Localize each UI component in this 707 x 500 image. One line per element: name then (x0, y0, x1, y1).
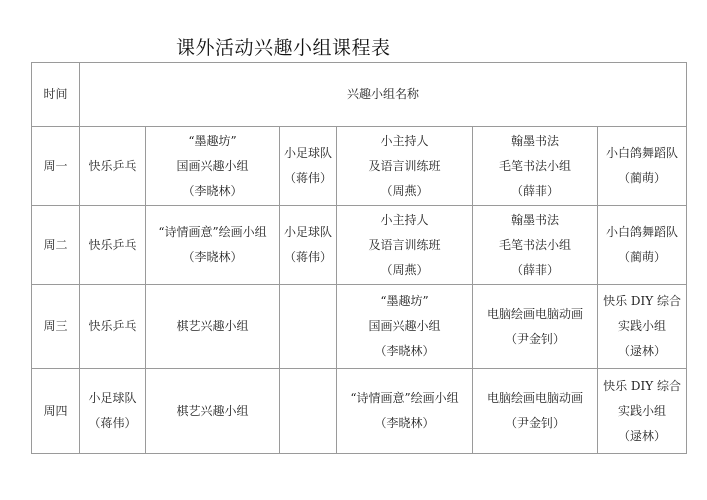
group-cell (337, 206, 473, 285)
group-cell-line: （蒋伟） (283, 250, 332, 264)
group-cell-line: 棋艺兴趣小组 (176, 319, 249, 333)
group-cell (598, 206, 687, 285)
group-cell-line: “墨趣坊” (380, 294, 429, 308)
group-cell-line: 快乐乒乓 (88, 319, 137, 333)
table-row (32, 369, 687, 454)
group-cell-line: （逯林） (618, 428, 667, 443)
group-cell-line: 小足球队 (88, 391, 137, 405)
group-cell (280, 206, 337, 285)
group-cell (598, 285, 687, 369)
group-cell-line: 快乐 DIY 综合 (603, 378, 681, 393)
group-cell (146, 369, 280, 454)
group-cell-line: 国画兴趣小组 (176, 158, 249, 173)
groups-header-cell (80, 63, 687, 127)
group-cell-line: “诗情画意”绘画小组 (158, 225, 267, 239)
group-cell-line: 翰墨书法 (510, 133, 559, 148)
group-cell (473, 127, 598, 206)
group-cell (80, 206, 146, 285)
group-cell (337, 127, 473, 206)
group-cell-line: “诗情画意”绘画小组 (350, 391, 459, 405)
group-cell-line: （周燕） (380, 262, 429, 277)
group-cell-line: 毛笔书法小组 (498, 237, 571, 252)
group-cell (337, 285, 473, 369)
group-cell-line: 小足球队 (283, 225, 332, 239)
group-cell-line: 小足球队 (283, 146, 332, 160)
group-cell (80, 369, 146, 454)
group-cell-line: 快乐乒乓 (88, 237, 137, 252)
group-cell-line: 实践小组 (618, 403, 667, 418)
header-row (32, 63, 687, 127)
group-cell (473, 206, 598, 285)
group-cell-line: 毛笔书法小组 (498, 158, 571, 173)
group-cell-line: （蒋伟） (283, 171, 332, 185)
group-cell (280, 127, 337, 206)
group-cell-line: 电脑绘画电脑动画 (486, 391, 583, 405)
time-header-cell (32, 63, 80, 127)
page-title: 课外活动兴趣小组课程表 (176, 37, 391, 59)
day-cell (32, 285, 80, 369)
group-cell-line: 小白鸽舞蹈队 (606, 225, 679, 239)
group-cell-line: 国画兴趣小组 (368, 319, 441, 333)
group-cell-line: 电脑绘画电脑动画 (486, 306, 583, 321)
table-row (32, 127, 687, 206)
empty-cell (280, 285, 337, 369)
group-cell-line: （蔺萌） (618, 171, 667, 185)
group-cell (473, 369, 598, 454)
table-row (32, 285, 687, 369)
group-cell-line: （周燕） (380, 183, 429, 198)
group-cell-line: （李晓林） (374, 416, 435, 430)
group-cell-line: 翰墨书法 (510, 212, 559, 227)
group-cell-line: 实践小组 (618, 319, 667, 333)
group-cell-line: 棋艺兴趣小组 (176, 403, 249, 418)
group-cell (80, 285, 146, 369)
group-cell-line: 小白鸽舞蹈队 (606, 146, 679, 160)
time-header-label: 时间 (43, 87, 68, 101)
group-cell-line: （李晓林） (182, 250, 243, 264)
group-cell-line: （尹金钊） (504, 416, 565, 430)
group-cell-line: 快乐 DIY 综合 (603, 294, 681, 308)
day-label: 周四 (43, 403, 68, 418)
day-label: 周二 (43, 237, 68, 252)
day-cell (32, 127, 80, 206)
day-cell (32, 206, 80, 285)
groups-header-label: 兴趣小组名称 (347, 87, 420, 101)
group-cell (146, 285, 280, 369)
group-cell-line: 及语言训练班 (368, 237, 441, 252)
group-cell-line: （蔺萌） (618, 250, 667, 264)
table-row (32, 206, 687, 285)
empty-cell (280, 369, 337, 454)
group-cell-line: （薛菲） (510, 262, 559, 277)
group-cell (473, 285, 598, 369)
day-cell (32, 369, 80, 454)
group-cell-line: 小主持人 (380, 133, 429, 148)
group-cell (146, 206, 280, 285)
group-cell-line: “墨趣坊” (188, 133, 237, 148)
group-cell-line: （薛菲） (510, 183, 559, 198)
group-cell-line: 快乐乒乓 (88, 158, 137, 173)
group-cell-line: （李晓林） (182, 183, 243, 198)
group-cell-line: （逯林） (618, 344, 667, 358)
group-cell-line: 小主持人 (380, 212, 429, 227)
group-cell-line: （李晓林） (374, 344, 435, 358)
group-cell (80, 127, 146, 206)
day-label: 周三 (43, 319, 68, 333)
group-cell (146, 127, 280, 206)
group-cell-line: （尹金钊） (504, 331, 565, 346)
group-cell (598, 369, 687, 454)
group-cell (337, 369, 473, 454)
schedule-table (31, 62, 687, 454)
day-label: 周一 (43, 158, 68, 173)
group-cell-line: 及语言训练班 (368, 158, 441, 173)
group-cell-line: （蒋伟） (88, 416, 137, 430)
group-cell (598, 127, 687, 206)
